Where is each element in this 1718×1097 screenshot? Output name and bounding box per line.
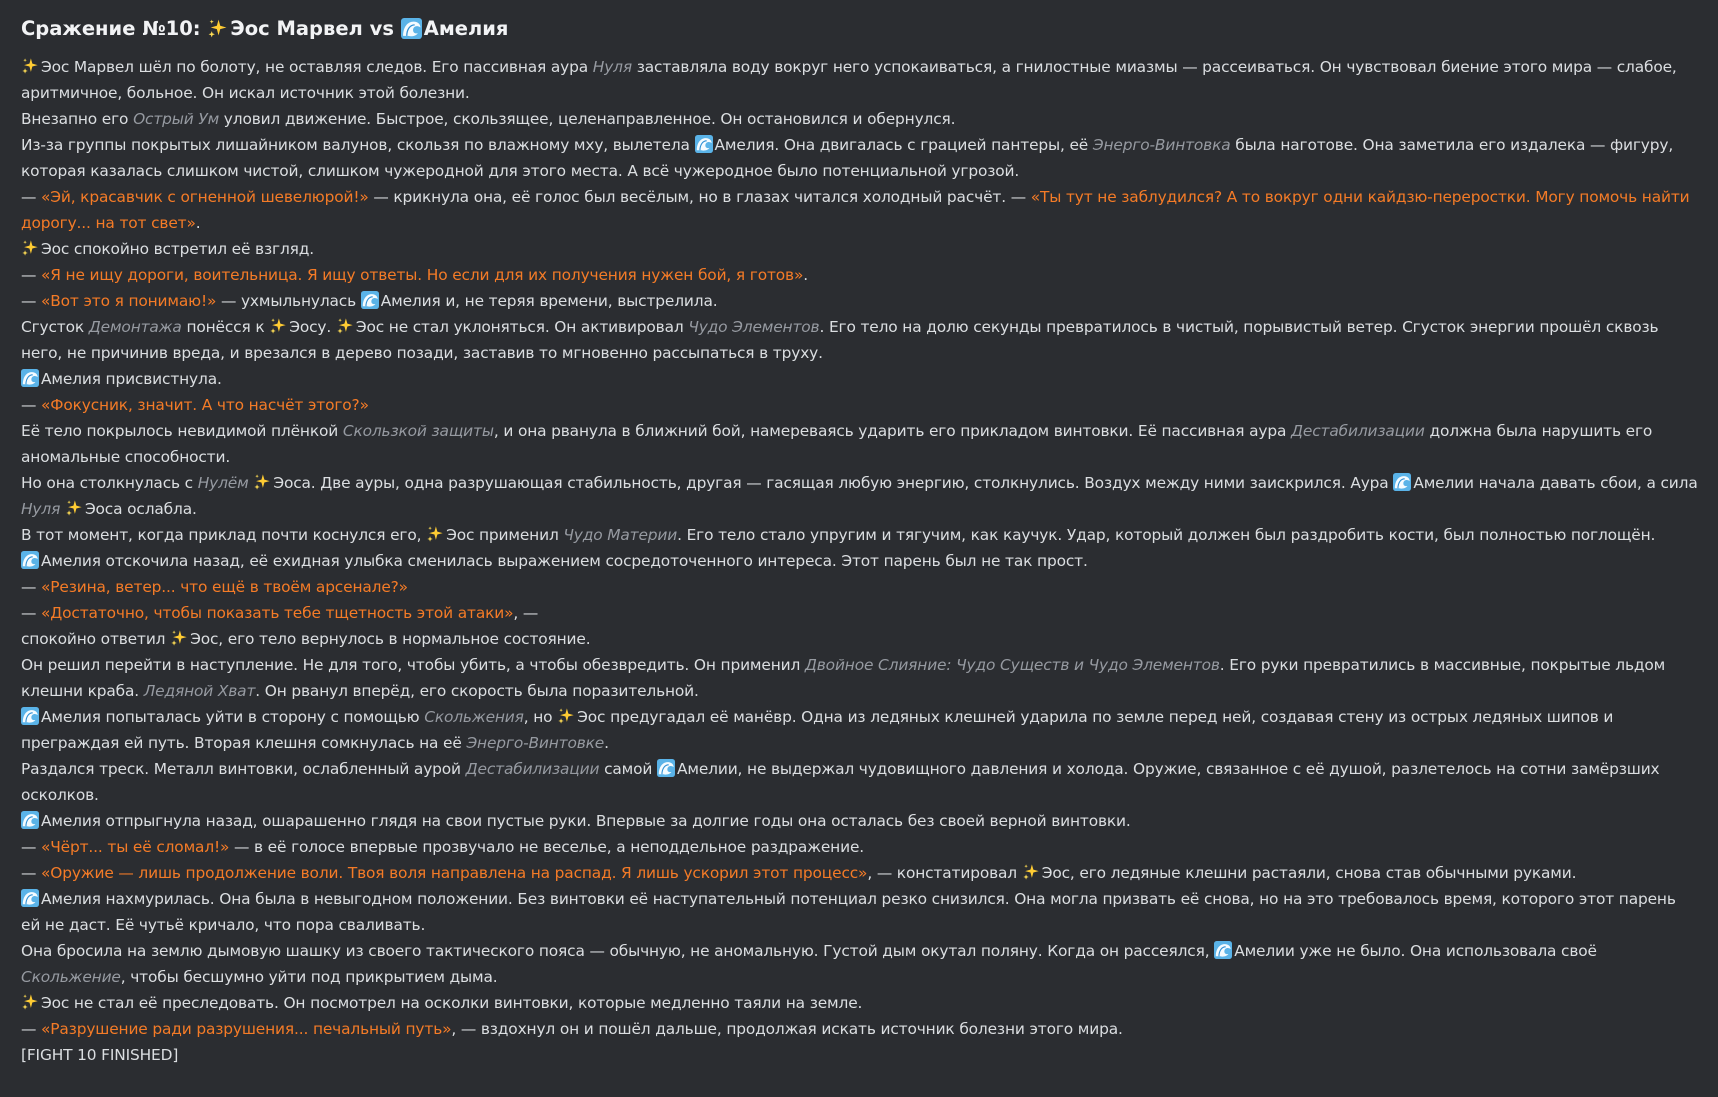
narration-text: Эоса ослабла. [84,500,197,518]
narration-text: Амелия отпрыгнула назад, ошарашенно глядя на свои пустые руки. Впервые за долгие годы она осталась без своей верной винтовки. [41,812,1131,830]
narration-text: Амелии уже не было. Она использовала своё [1234,942,1597,960]
sparkles-icon [207,17,230,40]
dialogue-quote: «Я не ищу дороги, воительница. Я ищу ответы. Но если для их получения нужен бой, я готов» [40,266,804,284]
sparkles-icon [21,994,41,1012]
narration-text: понёсся к [181,318,270,336]
narration-text: . Он рванул вперёд, его скорость была поразительной. [255,682,699,700]
narration-text: Амелия отскочила назад, её ехидная улыбка сменилась выражением сосредоточенного интереса. Этот парень был не так прост. [41,552,1088,570]
sparkles-icon [426,526,446,544]
ability-name: Чудо Материи [563,526,678,544]
narration-text: , и она рванула в ближний бой, намереваясь ударить его прикладом винтовки. Её пассивная аура [493,422,1292,440]
sparkles-icon [21,240,41,258]
narration-text: Амелия [423,17,509,40]
story-paragraph [21,548,1698,574]
story-paragraph [21,314,1698,366]
sparkles-icon [21,58,41,76]
ability-name: Нуля [21,500,61,518]
narration-text: — [21,604,41,622]
ability-name: Дестабилизации [465,760,600,778]
narration-text: — [21,292,41,310]
narration-text: спокойно ответил [21,630,171,648]
story-paragraph [21,704,1698,756]
narration-text: Амелия нахмурилась. Она была в невыгодном положении. Без винтовки её наступательный потенциал резко снизился. Она могла призвать её снова, но на это требовалось время, которого этот парень ей не даст. Её чутьё кричало, что пора сваливать. [21,890,1676,934]
ability-name: Нулём [197,474,249,492]
ability-name: Двойное Слияние: Чудо Существ и Чудо Элементов [804,656,1220,674]
narration-text: Амелии, не выдержал чудовищного давления и холода. Оружие, связанное с её душой, разлетелось на сотни замёрзших осколков. [21,760,1660,804]
narration-text: Сражение №10: [21,17,208,40]
ability-name: Энерго-Винтовка [1092,136,1231,154]
narration-text: Эос, его тело вернулось в нормальное состояние. [190,630,591,648]
narration-text: . [604,734,609,752]
narration-text: — [21,188,41,206]
narration-text: В тот момент, когда приклад почти коснулся его, [21,526,427,544]
narration-text: Амелия присвистнула. [41,370,222,388]
story-paragraph [21,652,1698,704]
narration-text: Амелия. Она двигалась с грацией пантеры, её [714,136,1093,154]
water-wave-icon [695,136,715,154]
dialogue-quote: «Достаточно, чтобы показать тебе тщетность этой атаки» [40,604,514,622]
story-paragraph [21,600,1698,626]
narration-text: — крикнула она, её голос был весёлым, но в глазах читался холодный расчёт. — [368,188,1031,206]
ability-name: Демонтажа [88,318,182,336]
story-paragraph [21,132,1698,184]
sparkles-icon [1022,864,1042,882]
ability-name: Ледяной Хват [143,682,256,700]
water-wave-icon [21,708,41,726]
ability-name: Скольжение [21,968,121,986]
story-paragraph [21,54,1698,106]
narration-text: Амелия попыталась уйти в сторону с помощью [41,708,425,726]
narration-text: — [21,266,41,284]
narration-text: Сгусток [21,318,89,336]
dialogue-quote: «Вот это я понимаю!» [40,292,217,310]
dialogue-quote: «Фокусник, значит. А что насчёт этого?» [40,396,369,414]
dialogue-quote: «Разрушение ради разрушения... печальный путь» [40,1020,452,1038]
narration-text: Она бросила на землю дымовую шашку из своего тактического пояса — обычную, не аномальную. Густой дым окутал поляну. Когда он рассеялся, [21,942,1215,960]
narration-text: Эос, его ледяные клешни растаяли, снова став обычными руками. [1041,864,1577,882]
narration-text: Эос Марвел vs [230,17,401,40]
water-wave-icon [401,17,424,40]
narration-text: , — констатировал [867,864,1022,882]
water-wave-icon [1393,474,1413,492]
ability-name: Скольжения [424,708,524,726]
story-paragraph [21,574,1698,600]
sparkles-icon [336,318,356,336]
narration-text: . [195,214,201,232]
narration-text: , — [513,604,539,622]
story-paragraph [21,288,1698,314]
story-paragraph [21,522,1698,548]
narration-text: — в её голосе впервые прозвучало не веселье, а неподдельное раздражение. [229,838,865,856]
story-paragraph [21,106,1698,132]
story-paragraph [21,184,1698,236]
narration-text: Эос применил [446,526,564,544]
dialogue-quote: «Резина, ветер... что ещё в твоём арсенале?» [40,578,408,596]
narration-text: — [21,864,41,882]
narration-text: — [21,838,41,856]
narration-text: Он решил перейти в наступление. Не для того, чтобы убить, а чтобы обезвредить. Он применил [21,656,805,674]
narration-text: . Его тело на долю секунды превратилось в чистый, порывистый ветер. Сгусток энергии прошёл сквозь него, не причинив вреда, и врезался в дерево позади, заставив то мгновенно рассыпаться в труху. [21,318,1659,362]
ability-name: Нуля [592,58,632,76]
story-paragraph [21,938,1698,990]
narration-text: — [21,1020,41,1038]
narration-text: , — вздохнул он и пошёл дальше, продолжая искать источник болезни этого мира. [451,1020,1123,1038]
ability-name: Энерго-Винтовке [466,734,605,752]
story-paragraph [21,886,1698,938]
story-paragraph [21,626,1698,652]
narration-text: , но [523,708,558,726]
narration-text: — [21,578,41,596]
fight-story [21,54,1698,1068]
ability-name: Чудо Элементов [688,318,820,336]
water-wave-icon [21,552,41,570]
story-paragraph [21,366,1698,392]
water-wave-icon [21,370,41,388]
water-wave-icon [21,812,41,830]
narration-text: Эос не стал её преследовать. Он посмотрел на осколки винтовки, которые медленно таяли на земле. [41,994,863,1012]
ability-name: Скользкой защиты [342,422,494,440]
narration-text: [FIGHT 10 FINISHED] [21,1046,179,1064]
narration-text: Эосу. [289,318,336,336]
story-paragraph [21,990,1698,1016]
narration-text: Раздался треск. Металл винтовки, ослабленный аурой [21,760,466,778]
narration-text: Её тело покрылось невидимой плёнкой [21,422,343,440]
narration-text: Эос спокойно встретил её взгляд. [41,240,314,258]
narration-text: — [21,396,41,414]
story-paragraph [21,834,1698,860]
narration-text: , чтобы бесшумно уйти под прикрытием дыма. [120,968,498,986]
sparkles-icon [557,708,577,726]
dialogue-quote: «Эй, красавчик с огненной шевелюрой!» [40,188,369,206]
story-paragraph [21,262,1698,288]
narration-text: Эос не стал уклоняться. Он активировал [355,318,689,336]
water-wave-icon [657,760,677,778]
story-paragraph [21,1042,1698,1068]
narration-text: Эос Марвел шёл по болоту, не оставляя следов. Его пассивная аура [41,58,593,76]
narration-text: Эоса. Две ауры, одна разрушающая стабильность, другая — гасящая любую энергию, столкнулись. Воздух между ними заискрился. Аура [273,474,1394,492]
sparkles-icon [253,474,273,492]
story-paragraph [21,392,1698,418]
narration-text: Амелия и, не теряя времени, выстрелила. [380,292,718,310]
sparkles-icon [170,630,190,648]
narration-text: . Его тело стало упругим и тягучим, как каучук. Удар, который должен был раздробить кости, был полностью поглощён. [677,526,1656,544]
story-paragraph [21,808,1698,834]
water-wave-icon [361,292,381,310]
narration-text: уловил движение. Быстрое, скользящее, целенаправленное. Он остановился и обернулся. [219,110,956,128]
narration-text: самой [599,760,657,778]
sparkles-icon [269,318,289,336]
dialogue-quote: «Оружие — лишь продолжение воли. Твоя воля направлена на распад. Я лишь ускорил этот процесс» [40,864,868,882]
fight-title [21,14,1698,44]
narration-text: должна была нарушить его аномальные способности. [21,422,1653,466]
water-wave-icon [21,890,41,908]
narration-text: — ухмыльнулась [216,292,361,310]
story-paragraph [21,860,1698,886]
story-paragraph [21,756,1698,808]
story-paragraph [21,1016,1698,1042]
narration-text: . [803,266,808,284]
story-paragraph [21,418,1698,470]
narration-text: заставляла воду вокруг него успокаиваться, а гнилостные миазмы — рассеиваться. Он чувствовал биение этого мира — слабое, аритмичное, больное. Он искал источник этой болезни. [21,58,1677,102]
narration-text: Из-за группы покрытых лишайником валунов, скользя по влажному мху, вылетела [21,136,695,154]
narration-text: была наготове. Она заметила его издалека — фигуру, которая казалась слишком чистой, слишком чужеродной для этого места. А всё чужеродное было потенциальной угрозой. [21,136,1674,180]
narration-text: Эос предугадал её манёвр. Одна из ледяных клешней ударила по земле перед ней, создавая стену из острых ледяных шипов и преграждая ей путь. Вторая клешня сомкнулась на её [21,708,1614,752]
water-wave-icon [1214,942,1234,960]
narration-text: . Его руки превратились в массивные, покрытые льдом клешни краба. [21,656,1666,700]
narration-text: Внезапно его [21,110,134,128]
ability-name: Дестабилизации [1291,422,1425,440]
ability-name: Острый Ум [133,110,220,128]
narration-text: Амелии начала давать сбои, а сила [1413,474,1698,492]
sparkles-icon [65,500,85,518]
dialogue-quote: «Чёрт... ты её сломал!» [40,838,230,856]
narration-text: Но она столкнулась с [21,474,198,492]
dialogue-quote: «Ты тут не заблудился? А то вокруг одни кайдзю-переростки. Могу помочь найти дорогу... на тот свет» [21,188,1690,232]
story-paragraph [21,236,1698,262]
story-paragraph [21,470,1698,522]
